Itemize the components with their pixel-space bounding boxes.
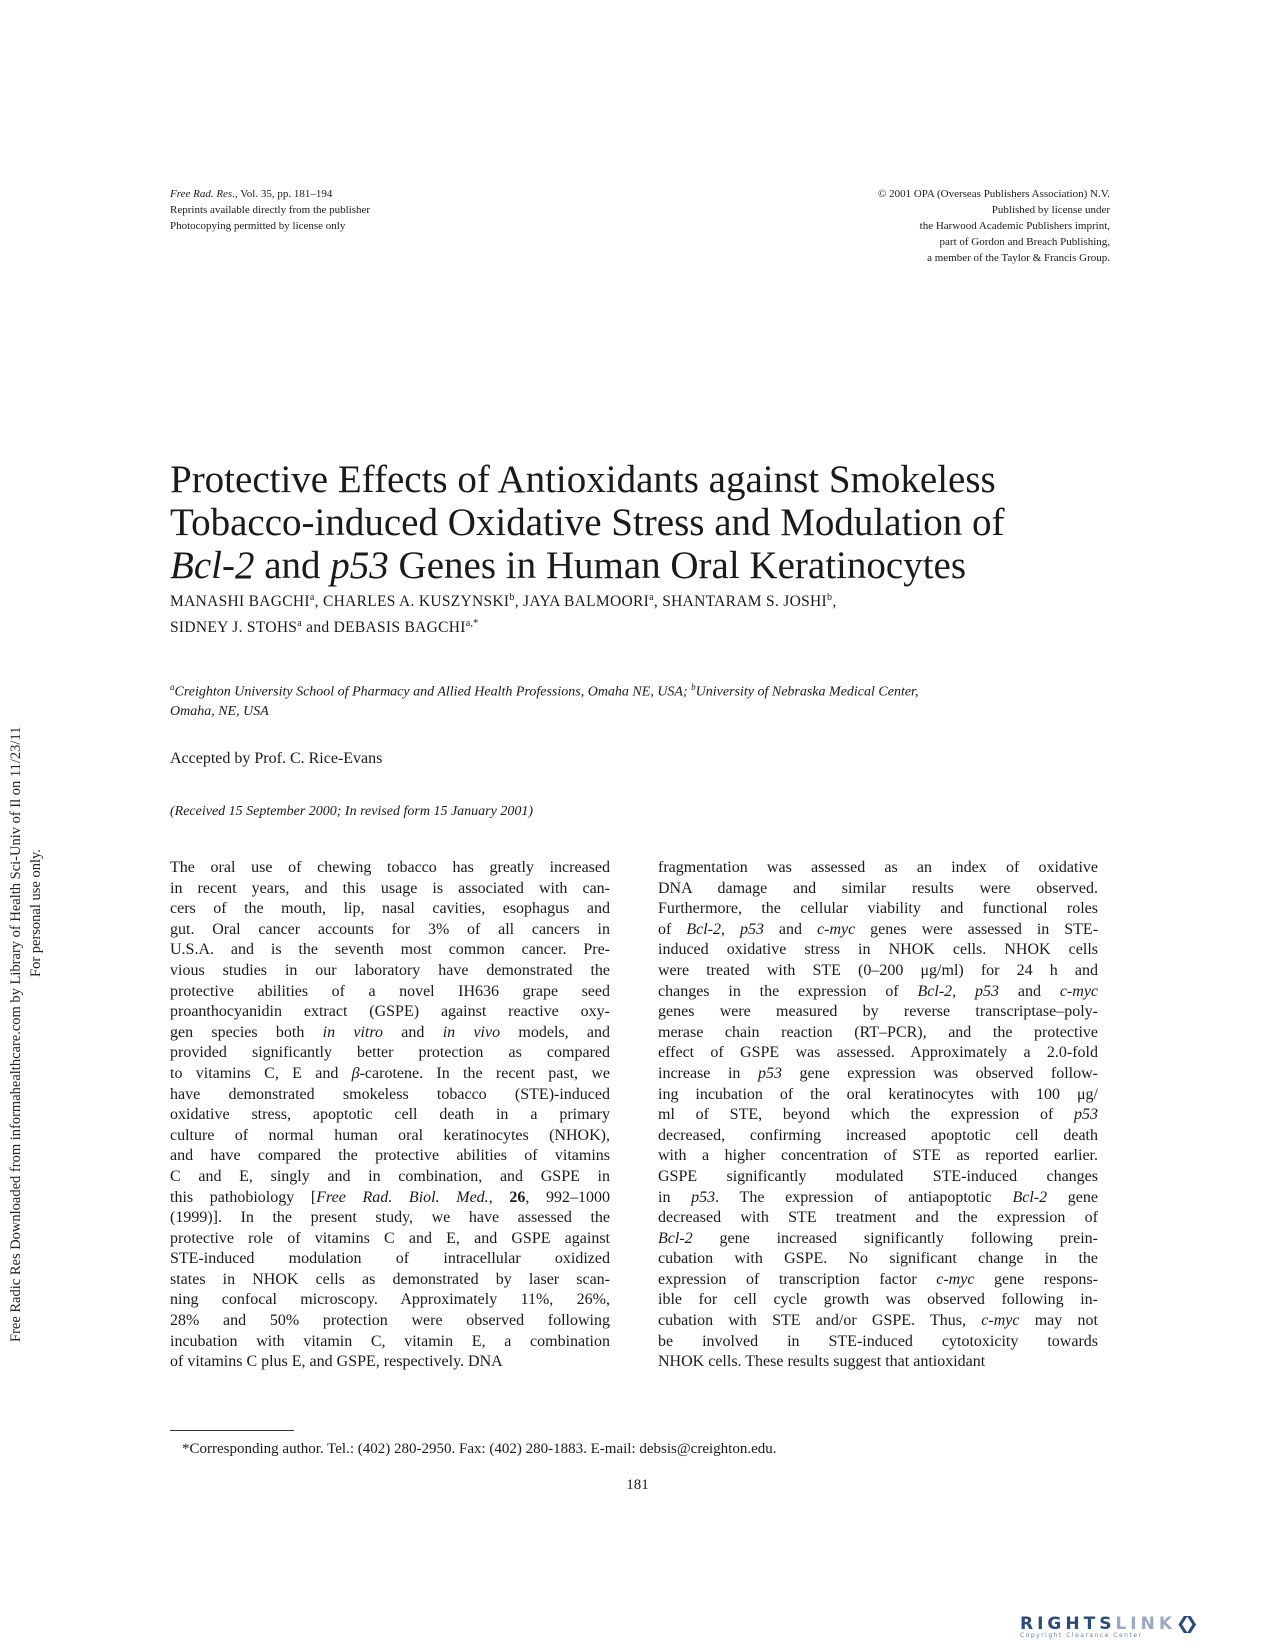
abstract-line: protective abilities of a novel IH636 grape seed [170, 982, 610, 1000]
abstract-line: with a higher concentration of STE as reported earlier. [658, 1147, 1098, 1165]
rightslink-logo[interactable] [1020, 1614, 1250, 1644]
abstract-line: (1999)]. In the present study, we have assessed the [170, 1209, 610, 1227]
abstract-line: cubation with STE and/or GSPE. Thus, c-myc may not [658, 1312, 1098, 1330]
abstract-line: NHOK cells. These results suggest that antioxidant [658, 1353, 986, 1371]
abstract-column-left [170, 858, 610, 1373]
copyright-line: © 2001 OPA (Overseas Publishers Association) N.V. [877, 188, 1110, 200]
abstract-line: Bcl-2 gene increased significantly following prein- [658, 1229, 1098, 1247]
abstract-line: U.S.A. and is the seventh most common cancer. Pre- [170, 941, 610, 959]
journal-citation [170, 186, 590, 234]
abstract-line: The oral use of chewing tobacco has greatly increased [170, 859, 610, 876]
author-name: , SHANTARAM S. JOSHI [653, 593, 827, 611]
abstract-line: in recent years, and this usage is associated with can- [170, 879, 610, 897]
abstract-line: in p53. The expression of antiapoptotic Bcl-2 gene [658, 1188, 1098, 1206]
rightslink-wordmark: RIGHTSLINK❮❯ [1020, 1614, 1193, 1634]
abstract-line: genes were measured by reverse transcriptase–poly- [658, 1003, 1098, 1021]
abstract-line: were treated with STE (0–200 μg/ml) for 24 h and [658, 961, 1098, 979]
abstract-line: cubation with GSPE. No significant change in the [658, 1250, 1098, 1268]
abstract-line: vious studies in our laboratory have demonstrated the [170, 961, 610, 979]
copyright-line: the Harwood Academic Publishers imprint, [919, 220, 1110, 232]
citation-line: Free Rad. Res., Vol. 35, pp. 181–194 [170, 188, 333, 200]
abstract-line: expression of transcription factor c-myc gene respons- [658, 1270, 1098, 1288]
title-text: Genes in Human Oral Keratinocytes [388, 544, 967, 587]
affiliations [170, 678, 1120, 721]
author-name: , JAYA BALMOORI [514, 593, 650, 611]
received-dates: (Received 15 September 2000; In revised form 15 January 2001) [170, 804, 533, 819]
abstract-line: induced oxidative stress in NHOK cells. NHOK cells [658, 941, 1098, 959]
title-line: Protective Effects of Antioxidants against Smokeless [170, 458, 996, 501]
affiliation-text: Omaha, NE, USA [170, 703, 269, 719]
abstract-line: ing incubation of the oral keratinocytes with 100 μg/ [658, 1085, 1098, 1103]
copyright-line: Published by license under [991, 204, 1110, 216]
abstract-line: increase in p53 gene expression was observed follow- [658, 1064, 1099, 1082]
abstract-line: incubation with vitamin C, vitamin E, a combination [170, 1332, 610, 1350]
abstract-line: cers of the mouth, lip, nasal cavities, esophagus and [170, 900, 610, 918]
abstract-line: protective role of vitamins C and E, and GSPE against [170, 1229, 610, 1247]
abstract-column-right [658, 858, 1098, 1373]
abstract-line: effect of GSPE was assessed. Approximately a 2.0-fold [658, 1044, 1098, 1062]
abstract-line: 28% and 50% protection were observed following [170, 1312, 610, 1330]
abstract-line: Furthermore, the cellular viability and functional roles [658, 900, 1098, 918]
download-watermark [2, 262, 54, 1342]
abstract-line: states in NHOK cells as demonstrated by laser scan- [170, 1270, 610, 1288]
author-name: SIDNEY J. STOHS [170, 619, 298, 637]
abstract-line: fragmentation was assessed as an index of oxidative [658, 859, 1098, 876]
article-title [170, 458, 1130, 587]
abstract-line: oxidative stress, apoptotic cell death in a primary [170, 1106, 610, 1124]
affiliation-mark: a [297, 618, 302, 630]
author-list [170, 587, 1110, 639]
abstract-line: changes in the expression of Bcl-2, p53 and c-myc [658, 982, 1099, 1000]
footnote-rule [170, 1430, 294, 1431]
abstract-line: gut. Oral cancer accounts for 3% of all cancers in [170, 920, 610, 938]
abstract-line: STE-induced modulation of intracellular oxidized [170, 1250, 610, 1268]
abstract-line: culture of normal human oral keratinocytes (NHOK), [170, 1126, 610, 1144]
abstract-line: ml of STE, beyond which the expression of p53 [658, 1106, 1098, 1124]
abstract-line: decreased, confirming increased apoptotic cell death [658, 1126, 1098, 1144]
abstract-line: DNA damage and similar results were observed. [658, 879, 1098, 897]
author-name: , CHARLES A. KUSZYNSKI [314, 593, 510, 611]
abstract-line: decreased with STE treatment and the expression of [658, 1209, 1098, 1227]
affiliation-mark: b [691, 682, 696, 692]
page-number: 181 [626, 1477, 649, 1493]
title-line [170, 544, 1130, 587]
citation-line: Photocopying permitted by license only [170, 220, 346, 232]
abstract-line: provided significantly better protection as compared [170, 1044, 610, 1062]
download-note-line: Free Radic Res Downloaded from informahealthcare.com by Library of Health Sci-Univ of Il on 11/23/11 [8, 726, 24, 1342]
abstract-line: GSPE significantly modulated STE-induced changes [658, 1167, 1098, 1185]
abstract-line: have demonstrated smokeless tobacco (STE)-induced [170, 1085, 610, 1103]
abstract-line: gen species both in vitro and in vivo models, and [170, 1023, 611, 1041]
abstract-line: of Bcl-2, p53 and c-myc genes were assessed in STE- [658, 920, 1099, 938]
copyright-block [700, 186, 1110, 266]
copyright-line: a member of the Taylor & Francis Group. [927, 252, 1110, 264]
accepted-by: Accepted by Prof. C. Rice-Evans [170, 750, 383, 767]
rightslink-chevron-icon: ❮❯ [1176, 1614, 1193, 1634]
gene-name: Bcl-2 [170, 544, 255, 587]
author-name: and DEBASIS BAGCHI [301, 619, 466, 637]
author-name: MANASHI BAGCHI [170, 593, 310, 611]
abstract-line: be involved in STE-induced cytotoxicity towards [658, 1332, 1098, 1350]
affiliation-text: Creighton University School of Pharmacy and Allied Health Professions, Omaha NE, USA; [174, 684, 692, 700]
affiliation-mark: a [309, 592, 315, 603]
author-separator: , [832, 593, 837, 611]
download-note-line: For personal use only. [28, 849, 44, 977]
citation-line: Reprints available directly from the publisher [170, 204, 371, 216]
abstract-line: of vitamins C plus E, and GSPE, respectively. DNA [170, 1353, 503, 1371]
affiliation-mark: b [827, 592, 833, 603]
abstract-line: ning confocal microscopy. Approximately 11%, 26%, [170, 1291, 610, 1309]
abstract-line: this pathobiology [Free Rad. Biol. Med., 26, 992–1000 [170, 1188, 611, 1206]
title-text: and [254, 544, 331, 587]
abstract-line: and have compared the protective abilities of vitamins [170, 1147, 610, 1165]
affiliation-mark: a,* [465, 618, 479, 630]
affiliation-mark: a [649, 592, 654, 603]
gene-name: p53 [330, 544, 389, 587]
abstract-line: proanthocyanidin extract (GSPE) against reactive oxy- [170, 1003, 610, 1021]
title-line: Tobacco-induced Oxidative Stress and Modulation of [170, 501, 1005, 544]
corresponding-author-footnote: *Corresponding author. Tel.: (402) 280-2950. Fax: (402) 280-1883. E-mail: debsis@creighton.edu. [182, 1441, 777, 1457]
affiliation-text: University of Nebraska Medical Center, [695, 684, 919, 700]
affiliation-mark: b [509, 592, 515, 603]
copyright-line: part of Gordon and Breach Publishing, [939, 236, 1110, 248]
abstract-line: to vitamins C, E and β-carotene. In the recent past, we [170, 1064, 611, 1082]
affiliation-mark: a [170, 682, 175, 692]
abstract-line: C and E, singly and in combination, and GSPE in [170, 1167, 610, 1185]
abstract-line: merase chain reaction (RT–PCR), and the protective [658, 1023, 1098, 1041]
abstract-line: ible for cell cycle growth was observed following in- [658, 1291, 1098, 1309]
rightslink-tagline: Copyright Clearance Center [1020, 1632, 1143, 1639]
